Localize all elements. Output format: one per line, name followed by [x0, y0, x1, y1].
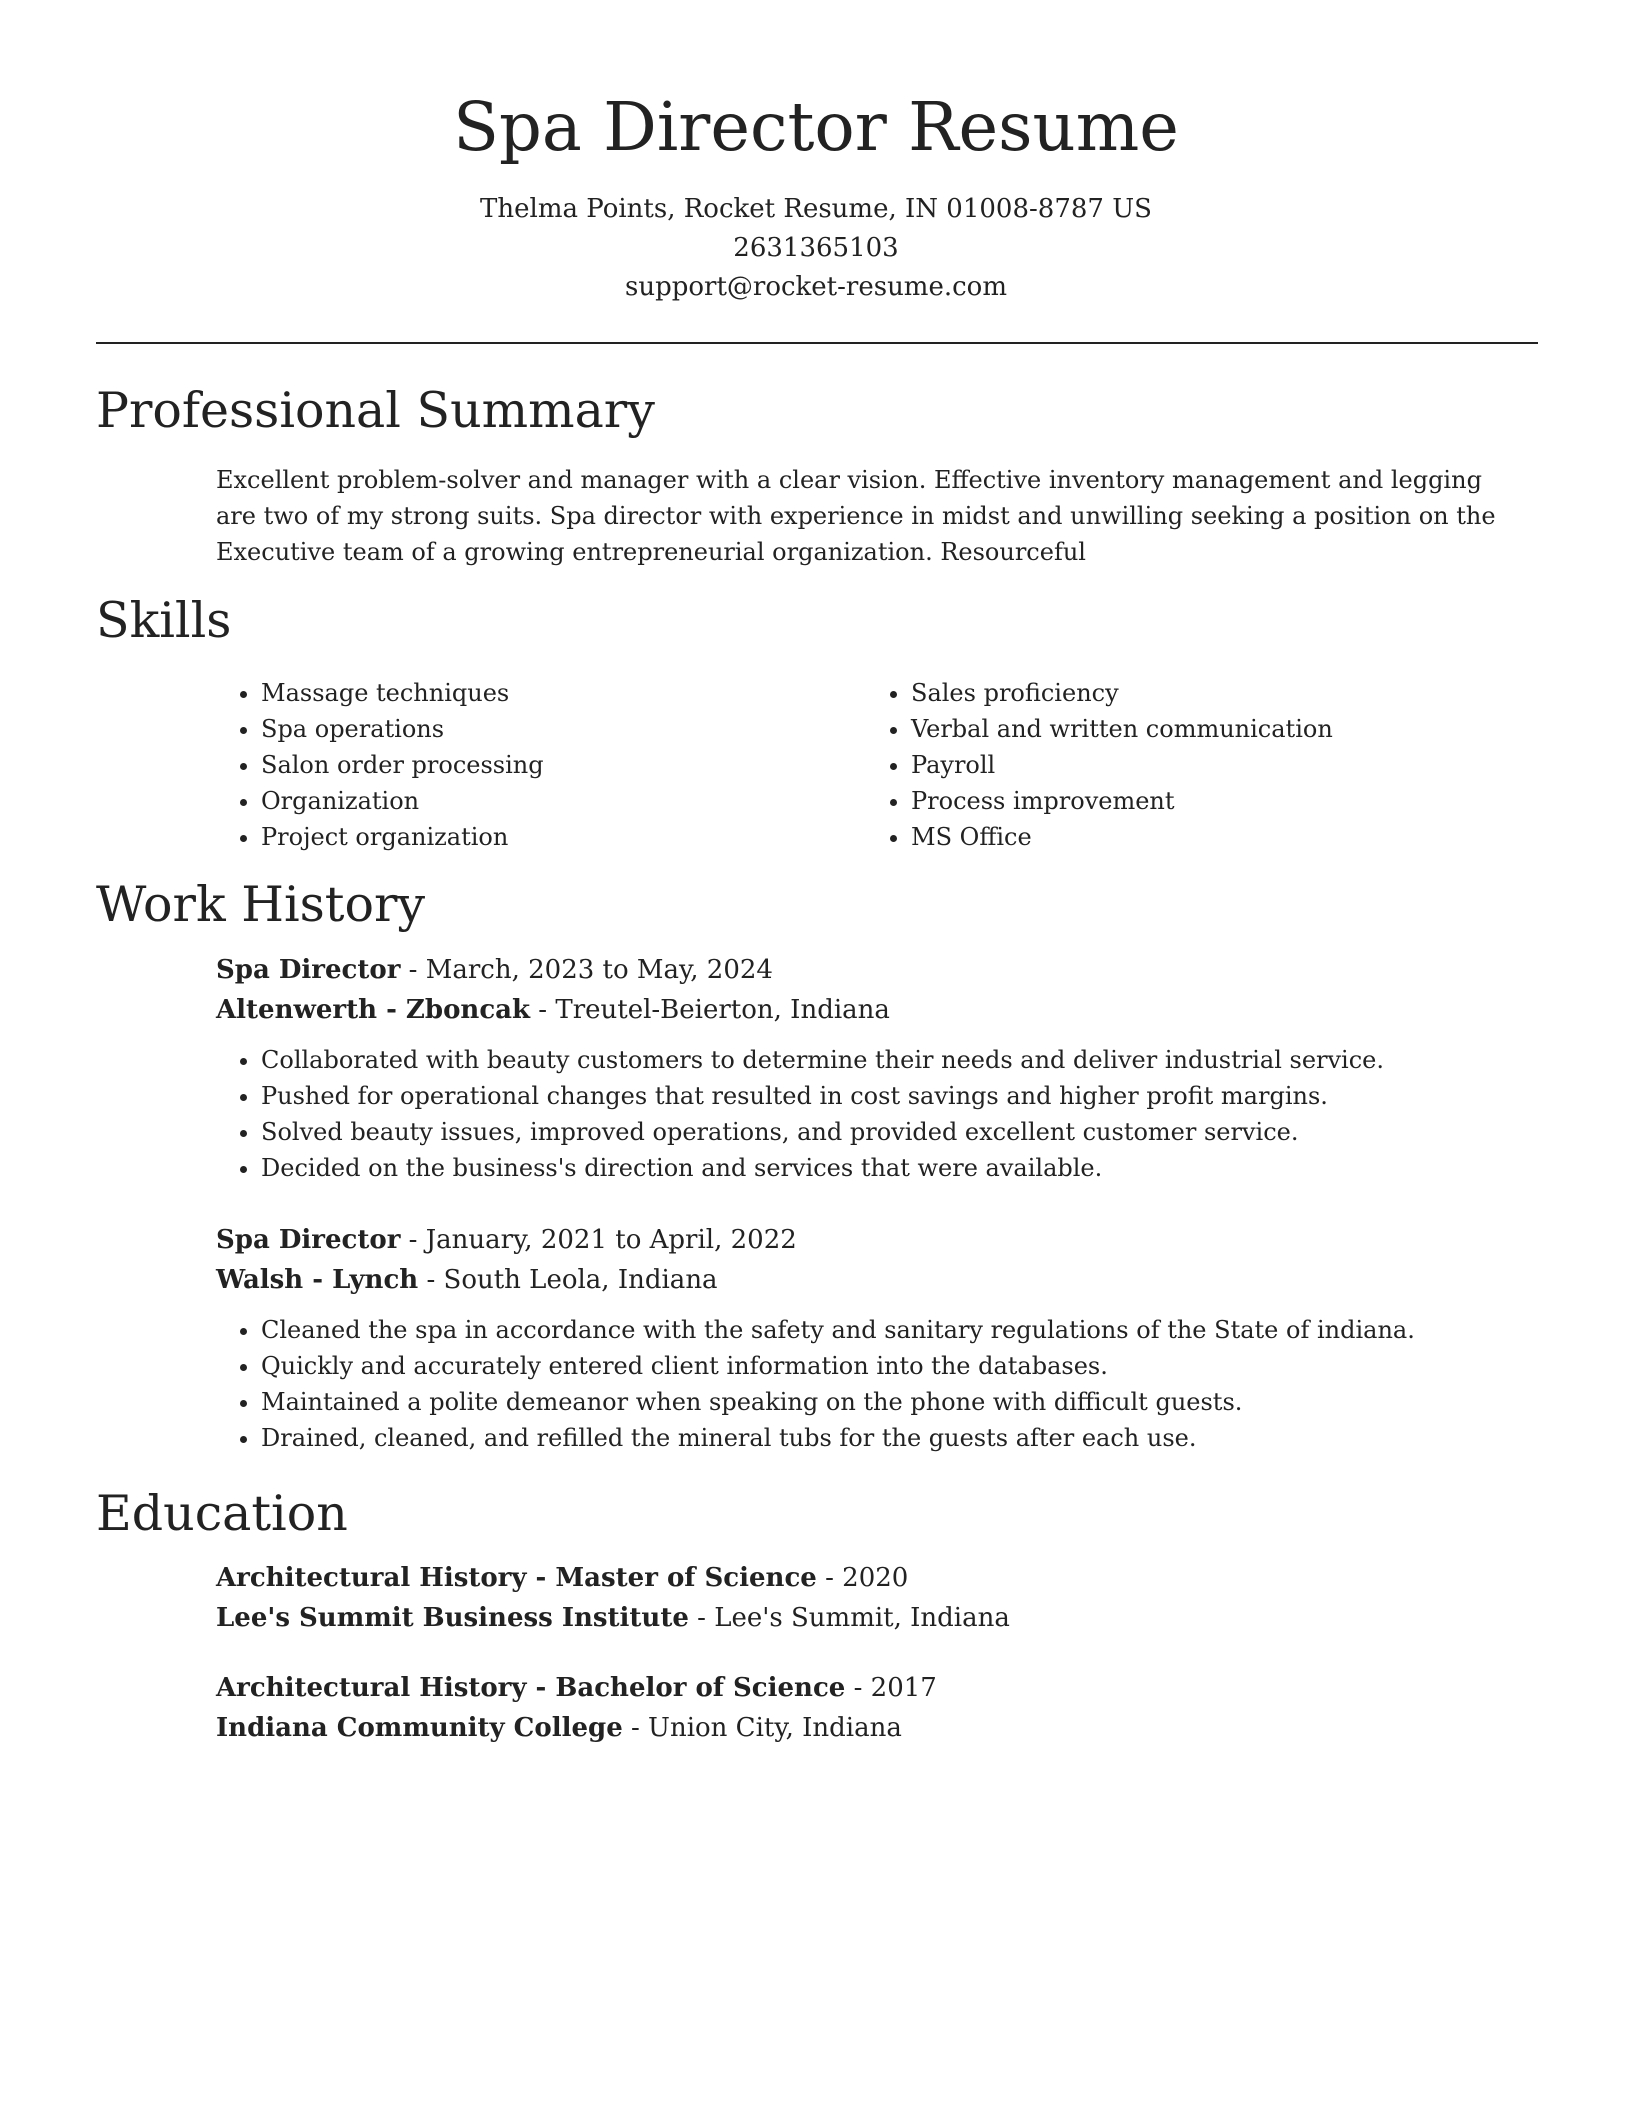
resume-header	[0, 82, 1632, 307]
skills-right-column	[866, 675, 1516, 855]
job-company-line	[216, 1260, 1516, 1300]
education-degree-line	[216, 1668, 1516, 1708]
job-bullet: • Decided on the business's direction and services that were available.	[261, 1150, 1516, 1186]
job-title-line	[216, 1220, 1516, 1260]
job-title: Spa Director	[216, 955, 401, 985]
job-location: - Treutel-Beierton, Indiana	[530, 995, 890, 1025]
skills-list	[216, 675, 1516, 855]
page-title: Spa Director Resume	[453, 88, 1179, 166]
phone: 2631365103	[733, 233, 899, 263]
education-school: Indiana Community College	[216, 1713, 623, 1743]
job-location: - South Leola, Indiana	[418, 1265, 718, 1295]
skill-item: • Verbal and written communication	[911, 711, 1516, 747]
job-entry	[216, 1220, 1516, 1456]
skills-heading: Skills	[96, 592, 232, 649]
skill-item: • Process improvement	[911, 783, 1516, 819]
skill-item: • Sales proficiency	[911, 675, 1516, 711]
skill-item: • Project organization	[261, 819, 866, 855]
address: Thelma Points, Rocket Resume, IN 01008-8787 US	[480, 194, 1152, 224]
education-degree-line	[216, 1558, 1516, 1598]
work-history-heading: Work History	[96, 876, 426, 933]
education-year: - 2020	[816, 1563, 909, 1593]
job-title: Spa Director	[216, 1225, 401, 1255]
education-heading: Education	[96, 1485, 348, 1542]
job-dates: - January, 2021 to April, 2022	[400, 1225, 797, 1255]
job-bullet: • Cleaned the spa in accordance with the safety and sanitary regulations of the State of indiana.	[261, 1312, 1516, 1348]
education-school-line	[216, 1598, 1516, 1638]
job-entry	[216, 950, 1516, 1186]
skills-left-column	[216, 675, 866, 855]
job-bullet: • Solved beauty issues, improved operations, and provided excellent customer service.	[261, 1114, 1516, 1150]
job-bullet: • Pushed for operational changes that resulted in cost savings and higher profit margins.	[261, 1078, 1516, 1114]
education-year: - 2017	[845, 1673, 937, 1703]
job-company: Walsh - Lynch	[216, 1265, 419, 1295]
job-title-line	[216, 950, 1516, 990]
skill-item: • Organization	[261, 783, 866, 819]
skill-item: • Salon order processing	[261, 747, 866, 783]
skill-item: • Spa operations	[261, 711, 866, 747]
skill-item: • Massage techniques	[261, 675, 866, 711]
education-location: - Union City, Indiana	[622, 1713, 902, 1743]
header-divider	[96, 342, 1538, 344]
education-degree: Architectural History - Master of Science	[216, 1563, 817, 1593]
education-degree: Architectural History - Bachelor of Science	[216, 1673, 846, 1703]
education-entry	[216, 1668, 1516, 1748]
email: support@rocket-resume.com	[624, 272, 1007, 302]
skill-item: • Payroll	[911, 747, 1516, 783]
education-location: - Lee's Summit, Indiana	[688, 1603, 1010, 1633]
job-bullet: • Quickly and accurately entered client information into the databases.	[261, 1348, 1516, 1384]
job-bullet: • Collaborated with beauty customers to determine their needs and deliver industrial service.	[261, 1042, 1516, 1078]
education-school: Lee's Summit Business Institute	[216, 1603, 689, 1633]
education-entry	[216, 1558, 1516, 1638]
job-company-line	[216, 990, 1516, 1030]
contact-info	[0, 190, 1632, 307]
job-company: Altenwerth - Zboncak	[216, 995, 531, 1025]
job-bullet: • Maintained a polite demeanor when speaking on the phone with difficult guests.	[261, 1384, 1516, 1420]
summary-text: Excellent problem-solver and manager with a clear vision. Effective inventory management and legging are two of my strong suits. Spa director with experience in midst and unwilling seeking a position on the Executive team of a growing entrepreneurial organization. Resourceful	[216, 466, 1496, 566]
job-bullet: • Drained, cleaned, and refilled the mineral tubs for the guests after each use.	[261, 1420, 1516, 1456]
job-bullets	[216, 1042, 1516, 1186]
job-bullets	[216, 1312, 1516, 1456]
skill-item: • MS Office	[911, 819, 1516, 855]
education-school-line	[216, 1708, 1516, 1748]
job-dates: - March, 2023 to May, 2024	[400, 955, 773, 985]
summary-heading: Professional Summary	[96, 382, 655, 439]
